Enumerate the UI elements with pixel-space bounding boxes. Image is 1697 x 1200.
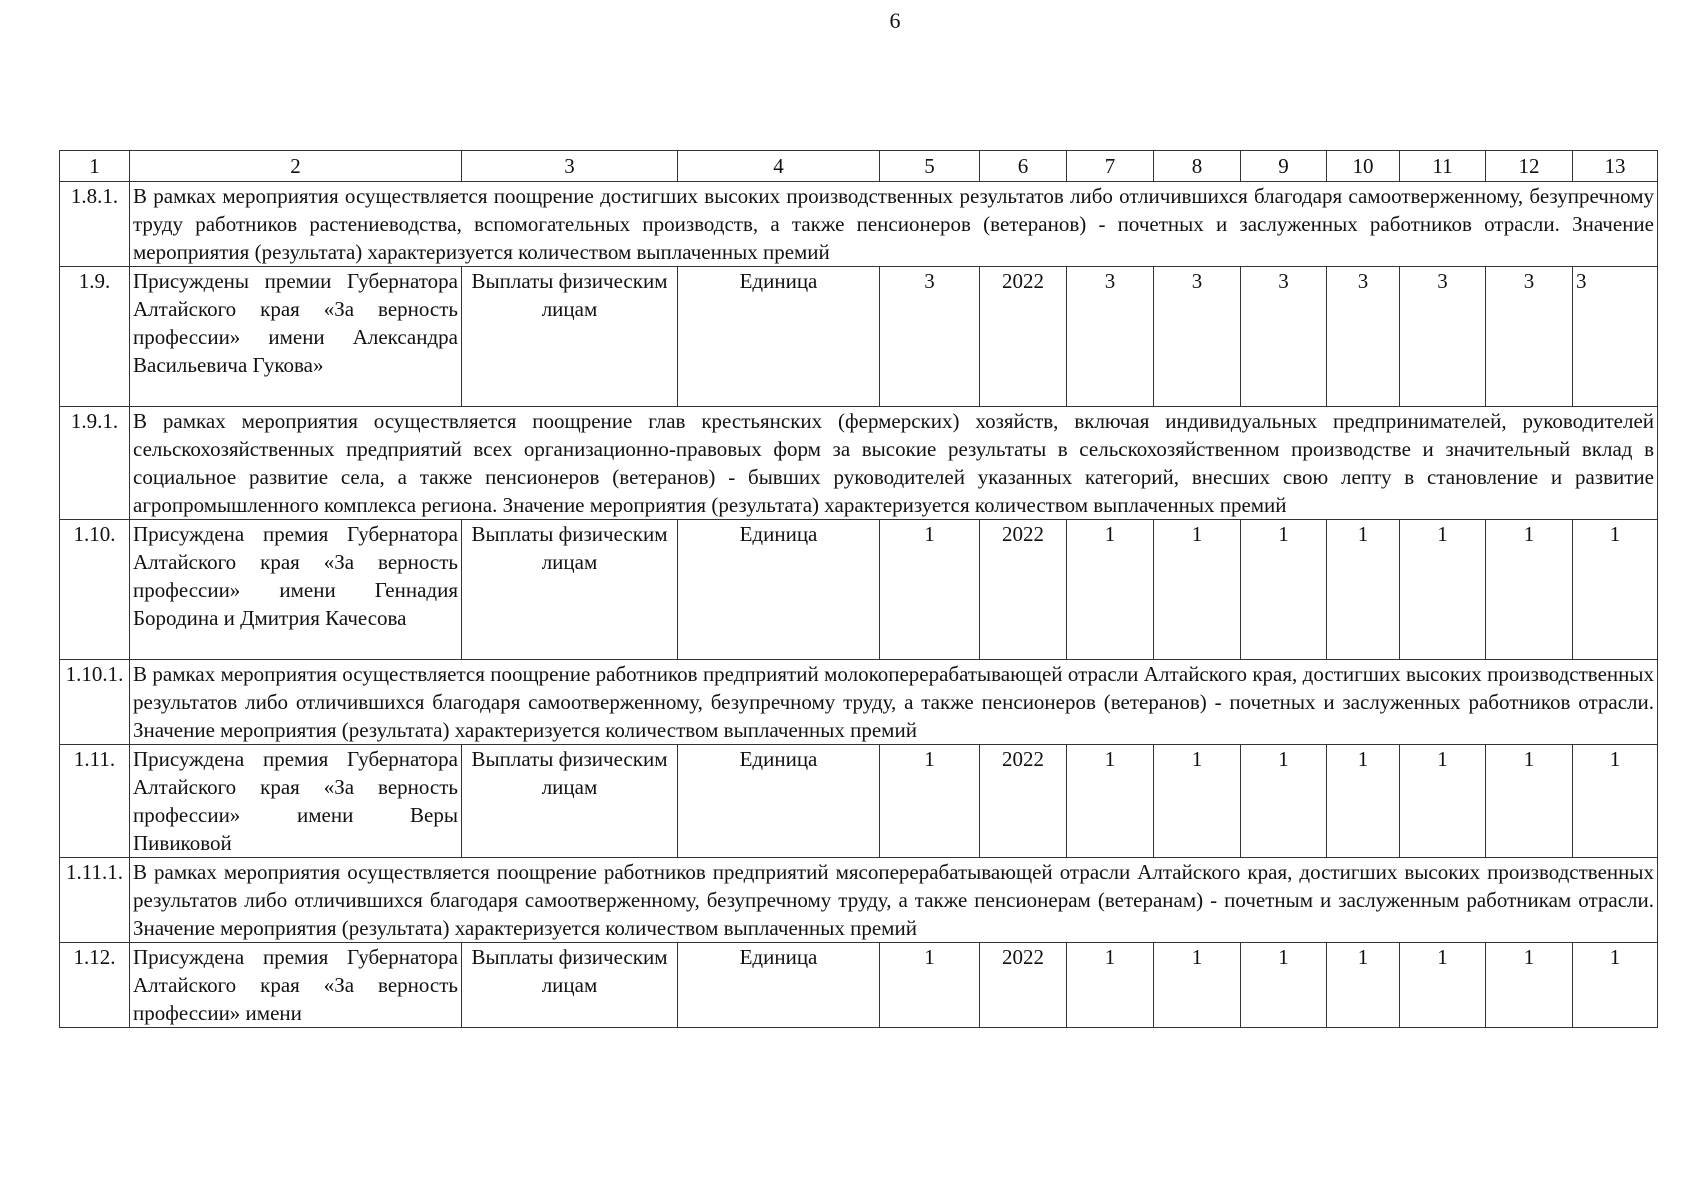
table-row (60, 943, 1658, 1028)
value-cell: 2022 (980, 267, 1067, 407)
row-number: 1.12. (60, 943, 130, 1028)
row-number: 1.11.1. (60, 858, 130, 943)
table-row (60, 858, 1658, 943)
result-type: Выплаты физическим лицам (462, 267, 678, 407)
column-number: 2 (130, 151, 462, 182)
column-number-row (60, 151, 1658, 182)
row-number: 1.9.1. (60, 407, 130, 520)
value-cell: 3 (1154, 267, 1241, 407)
result-type: Выплаты физическим лицам (462, 943, 678, 1028)
value-cell: 1 (1400, 745, 1486, 858)
column-number: 12 (1486, 151, 1573, 182)
value-cell: 1 (1067, 520, 1154, 660)
value-cell: 1 (880, 745, 980, 858)
value-cell: 3 (1400, 267, 1486, 407)
row-number: 1.10.1. (60, 660, 130, 745)
result-name: Присуждены премии Губернатора Алтайского края «За верность профессии» имени Александра Васильевича Гукова» (130, 267, 462, 407)
column-number: 6 (980, 151, 1067, 182)
column-number: 5 (880, 151, 980, 182)
result-name: Присуждена премия Губернатора Алтайского края «За верность профессии» имени (130, 943, 462, 1028)
column-number: 13 (1573, 151, 1658, 182)
column-number: 3 (462, 151, 678, 182)
value-cell: 1 (1486, 520, 1573, 660)
value-cell: 1 (1486, 745, 1573, 858)
value-cell: 1 (1573, 943, 1658, 1028)
value-cell: 1 (1573, 520, 1658, 660)
value-cell: 2022 (980, 943, 1067, 1028)
result-type: Выплаты физическим лицам (462, 745, 678, 858)
value-cell: 1 (1154, 745, 1241, 858)
unit-of-measure: Единица (678, 520, 880, 660)
table-row (60, 182, 1658, 267)
measure-description: В рамках мероприятия осуществляется поощрение достигших высоких производственных результатов либо отличившихся благодаря самоотверженному, безупречному труду работников растениеводства, вспомогательных производств, а также пенсионеров (ветеранов) - почетных и заслуженных работников отрасли. Значение мероприятия (результата) характеризуется количеством выплаченных премий (130, 182, 1658, 267)
page-number: 6 (889, 8, 901, 33)
column-number: 11 (1400, 151, 1486, 182)
column-number: 8 (1154, 151, 1241, 182)
table-row (60, 267, 1658, 407)
value-cell: 3 (880, 267, 980, 407)
row-number: 1.9. (60, 267, 130, 407)
value-cell: 1 (1154, 943, 1241, 1028)
measure-description: В рамках мероприятия осуществляется поощрение глав крестьянских (фермерских) хозяйств, включая индивидуальных предпринимателей, руководителей сельскохозяйственных предприятий всех организационно-правовых форм за высокие результаты в сельскохозяйственном производстве и значительный вклад в социальное развитие села, а также пенсионеров (ветеранов) - бывших руководителей указанных категорий, внесших свою лепту в становление и развитие агропромышленного комплекса региона. Значение мероприятия (результата) характеризуется количеством выплаченных премий (130, 407, 1658, 520)
value-cell: 1 (1573, 745, 1658, 858)
table-row (60, 520, 1658, 660)
value-cell: 2022 (980, 745, 1067, 858)
unit-of-measure: Единица (678, 267, 880, 407)
indicators-table (59, 150, 1658, 1028)
value-cell: 1 (1400, 943, 1486, 1028)
value-cell: 3 (1486, 267, 1573, 407)
value-cell: 1 (880, 943, 980, 1028)
value-cell: 1 (1241, 745, 1327, 858)
measure-description: В рамках мероприятия осуществляется поощрение работников предприятий молокоперерабатывающей отрасли Алтайского края, достигших высоких производственных результатов либо отличившихся благодаря самоотверженному, безупречному труду, а также пенсионеров (ветеранов) - почетных и заслуженных работников отрасли. Значение мероприятия (результата) характеризуется количеством выплаченных премий (130, 660, 1658, 745)
table-row (60, 660, 1658, 745)
value-cell: 1 (1067, 943, 1154, 1028)
column-number: 1 (60, 151, 130, 182)
value-cell: 1 (1154, 520, 1241, 660)
value-cell: 1 (1067, 745, 1154, 858)
value-cell: 1 (1327, 520, 1400, 660)
value-cell: 1 (1327, 943, 1400, 1028)
column-number: 10 (1327, 151, 1400, 182)
row-number: 1.8.1. (60, 182, 130, 267)
value-cell: 1 (880, 520, 980, 660)
value-cell: 3 (1067, 267, 1154, 407)
value-cell: 1 (1327, 745, 1400, 858)
measure-description: В рамках мероприятия осуществляется поощрение работников предприятий мясоперерабатывающей отрасли Алтайского края, достигших высоких производственных результатов либо отличившихся благодаря самоотверженному, безупречному труду, а также пенсионерам (ветеранам) - почетным и заслуженным работникам отрасли. Значение мероприятия (результата) характеризуется количеством выплаченных премий (130, 858, 1658, 943)
table-row (60, 745, 1658, 858)
value-cell: 2022 (980, 520, 1067, 660)
value-cell: 1 (1486, 943, 1573, 1028)
column-number: 7 (1067, 151, 1154, 182)
value-cell: 3 (1327, 267, 1400, 407)
value-cell: 3 (1573, 267, 1658, 407)
column-number: 4 (678, 151, 880, 182)
value-cell: 3 (1241, 267, 1327, 407)
result-type: Выплаты физическим лицам (462, 520, 678, 660)
unit-of-measure: Единица (678, 745, 880, 858)
column-number: 9 (1241, 151, 1327, 182)
unit-of-measure: Единица (678, 943, 880, 1028)
result-name: Присуждена премия Губернатора Алтайского края «За верность профессии» имени Геннадия Бородина и Дмитрия Качесова (130, 520, 462, 660)
value-cell: 1 (1400, 520, 1486, 660)
table-row (60, 407, 1658, 520)
value-cell: 1 (1241, 520, 1327, 660)
row-number: 1.10. (60, 520, 130, 660)
row-number: 1.11. (60, 745, 130, 858)
result-name: Присуждена премия Губернатора Алтайского края «За верность профессии» имени Веры Пивиковой (130, 745, 462, 858)
value-cell: 1 (1241, 943, 1327, 1028)
